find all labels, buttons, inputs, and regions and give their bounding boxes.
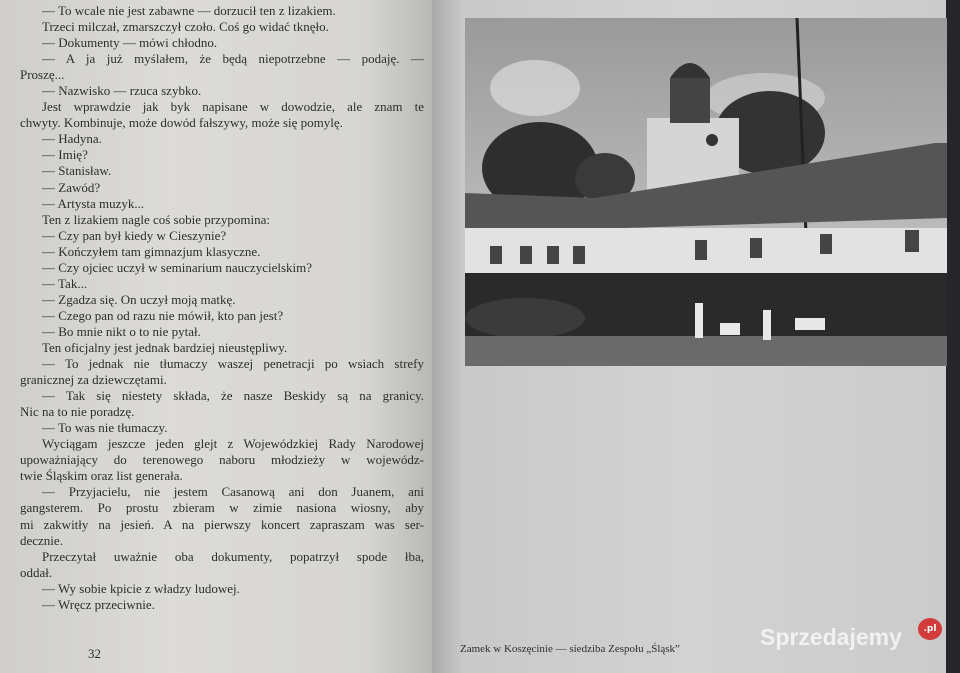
text-line: Ten z lizakiem nagle coś sobie przypomina: xyxy=(42,211,270,227)
text-line: — Przyjacielu, nie jestem Casanową ani don Juanem, ani xyxy=(42,484,424,500)
text-line: — Zgadza się. On uczył moją matkę. xyxy=(42,291,236,307)
page-number: 32 xyxy=(88,646,101,661)
text-line: oddał. xyxy=(20,564,53,580)
text-line: Wyciągam jeszcze jeden glejt z Wojewódzkiej Rady Narodowej xyxy=(42,436,424,452)
text-line: — Czy ojciec uczył w seminarium nauczycielskim? xyxy=(42,259,313,275)
text-line: — To was nie tłumaczy. xyxy=(42,420,168,436)
text-line: Przeczytał uważnie oba dokumenty, popatrzył spode łba, xyxy=(42,548,424,564)
text-line: Trzeci milczał, zmarszczył czoło. Coś go widać tknęło. xyxy=(42,19,329,35)
text-line: — Bo mnie nikt o to nie pytał. xyxy=(42,323,201,339)
text-line: — Hadyna. xyxy=(42,131,102,147)
text-line: mi zakwitły na jesień. A na pierwszy koncert zapraszam was ser- xyxy=(20,516,424,532)
text-line: — Wy sobie kpicie z władzy ludowej. xyxy=(42,580,240,596)
castle-photo xyxy=(465,18,947,366)
text-line: — A ja już myślałem, że będą niepotrzebne — podaję. — xyxy=(42,51,424,67)
text-line: — Stanisław. xyxy=(42,163,112,179)
text-line: — Tak się niestety składa, że nasze Beskidy są na granicy. xyxy=(42,388,424,404)
text-line: — Imię? xyxy=(42,147,88,163)
photo-caption: Zamek w Koszęcinie — siedziba Zespołu „Śląsk” xyxy=(460,643,680,655)
watermark-logo: Sprzedajemy xyxy=(760,624,902,650)
text-line: — Dokumenty — mówi chłodno. xyxy=(42,35,218,51)
text-line: twie Śląskim oraz list generała. xyxy=(20,468,183,484)
book-edge xyxy=(946,0,960,673)
text-line: — Kończyłem tam gimnazjum klasyczne. xyxy=(42,243,261,259)
text-line: — Artysta muzyk... xyxy=(42,195,145,211)
text-line: — Zawód? xyxy=(42,179,101,195)
text-line: Nic na to nie poradzę. xyxy=(20,404,135,420)
left-page xyxy=(0,0,432,673)
text-line: — Czy pan był kiedy w Cieszynie? xyxy=(42,227,227,243)
text-line: chwyty. Kombinuje, może dowód fałszywy, może się pomylę. xyxy=(20,115,343,131)
castle-photo-image xyxy=(465,18,947,366)
text-line: upoważniający do terenowego naboru młodzieży w wojewódz- xyxy=(20,452,424,468)
text-line: — Czego pan od razu nie mówił, kto pan jest? xyxy=(42,307,284,323)
text-line: — Tak... xyxy=(42,275,88,291)
text-line: granicznej za dziewczętami. xyxy=(20,372,167,388)
text-line: gangsterem. Po prostu zbieram w zimie nasiona wiosny, aby xyxy=(20,500,424,516)
text-line: Jest wprawdzie jak byk napisane w dowodzie, ale znam te xyxy=(42,99,424,115)
text-line: — Wręcz przeciwnie. xyxy=(42,596,155,612)
text-line: — To jednak nie tłumaczy waszej penetracji po wsiach strefy xyxy=(42,356,424,372)
text-line: — Nazwisko — rzuca szybko. xyxy=(42,83,202,99)
text-line: Ten oficjalny jest jednak bardziej nieustępliwy. xyxy=(42,339,288,355)
watermark-badge: .pl xyxy=(918,618,942,640)
text-line: decznie. xyxy=(20,532,63,548)
page-text xyxy=(20,3,424,613)
text-line: Proszę... xyxy=(20,67,65,83)
text-line: — To wcale nie jest zabawne — dorzucił ten z lizakiem. xyxy=(42,3,336,18)
